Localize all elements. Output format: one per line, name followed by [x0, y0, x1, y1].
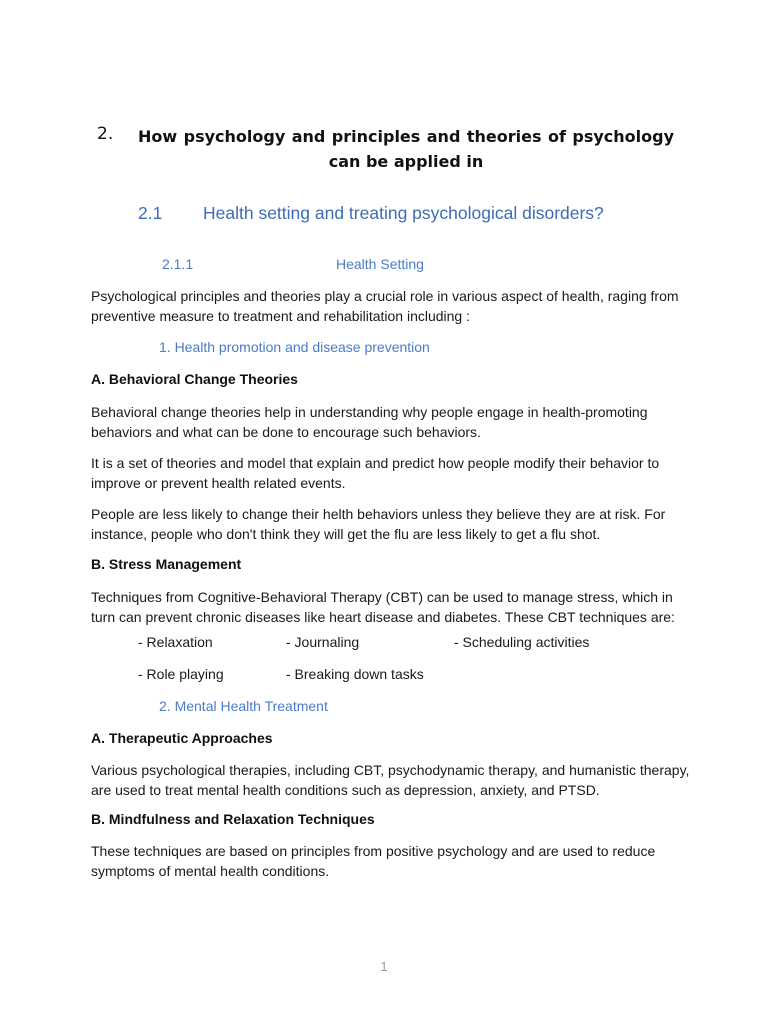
mindfulness-title: B. Mindfulness and Relaxation Techniques: [91, 811, 375, 827]
behavioral-change-title: A. Behavioral Change Theories: [91, 371, 298, 387]
paragraph: Behavioral change theories help in understanding why people engage in health-promoting behaviors and what can be done to encourage such behaviors.: [91, 404, 648, 440]
paragraph: Various psychological therapies, including CBT, psychodynamic therapy, and humanistic therapy, are used to treat mental health conditions such as depression, anxiety, and PTSD.: [91, 762, 690, 798]
list-item: - Relaxation: [138, 634, 213, 650]
main-heading: How psychology and principles and theories of psychology can be applied in: [138, 127, 674, 171]
list-item: - Role playing: [138, 666, 224, 682]
page-number: 1: [380, 959, 388, 974]
subsection-title: Health Setting: [336, 256, 424, 272]
paragraph: Techniques from Cognitive-Behavioral Therapy (CBT) can be used to manage stress, which in turn can prevent chronic diseases like heart disease and diabetes. These CBT techniques are:: [91, 589, 675, 625]
list-item: - Scheduling activities: [454, 634, 590, 650]
paragraph: These techniques are based on principles from positive psychology and are used to reduce symptoms of mental health conditions.: [91, 843, 656, 879]
stress-management-title: B. Stress Management: [91, 556, 242, 572]
part1-title: 1. Health promotion and disease prevention: [159, 339, 430, 355]
intro-paragraph: Psychological principles and theories play a crucial role in various aspect of health, raging from preventive measure to treatment and rehabilitation including :: [91, 288, 679, 324]
paragraph: It is a set of theories and model that explain and predict how people modify their behavior to improve or prevent health related events.: [91, 455, 660, 491]
therapeutic-approaches-title: A. Therapeutic Approaches: [91, 730, 273, 746]
list-item: - Breaking down tasks: [286, 666, 424, 682]
section-title: Health setting and treating psychological disorders?: [203, 203, 604, 223]
subsection-number: 2.1.1: [162, 256, 194, 272]
heading-number: 2.: [97, 124, 114, 144]
part2-title: 2. Mental Health Treatment: [159, 698, 328, 714]
section-number: 2.1: [138, 203, 163, 223]
paragraph: People are less likely to change their helth behaviors unless they believe they are at risk. For instance, people who don't think they will get the flu are less likely to get a flu shot.: [91, 506, 666, 542]
list-item: - Journaling: [286, 634, 360, 650]
